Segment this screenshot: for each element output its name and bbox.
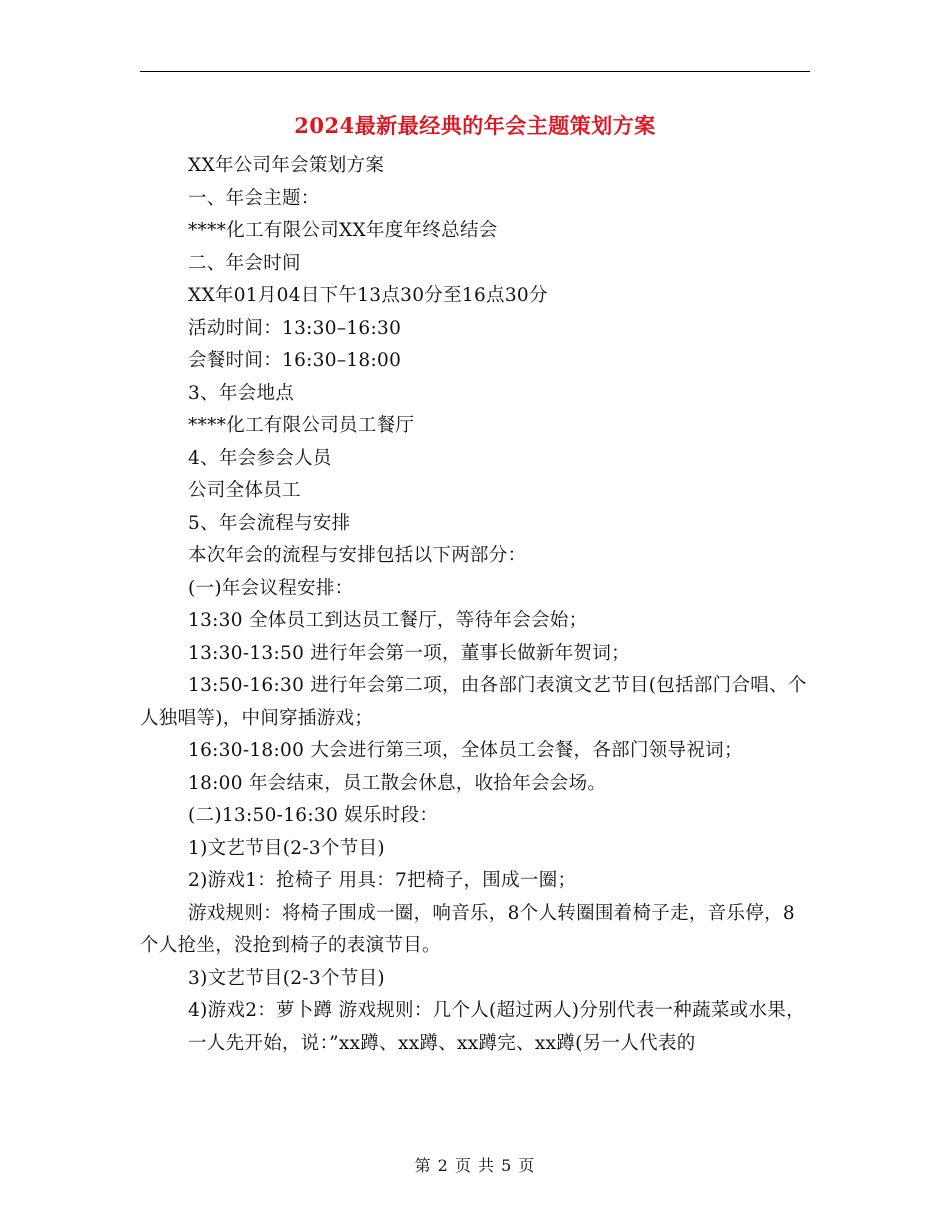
header-rule (140, 71, 810, 72)
paragraph: ****化工有限公司XX年度年终总结会 (188, 220, 498, 241)
paragraph: 活动时间：13:30–16:30 (188, 317, 402, 339)
paragraph: 4)游戏2：萝卜蹲 游戏规则：几个人(超过两人)分别代表一种蔬菜或水果， (188, 1000, 805, 1021)
paragraph: 会餐时间：16:30–18:00 (188, 350, 402, 371)
paragraph: 二、年会时间 (188, 252, 301, 274)
paragraph: (一)年会议程安排： (188, 577, 354, 599)
paragraph: 5、年会流程与安排 (188, 512, 351, 534)
paragraph: 3)文艺节目(2-3个节目) (188, 967, 385, 989)
document-title: 2024最新最经典的年会主题策划方案 (294, 113, 656, 138)
paragraph: XX年公司年会策划方案 (188, 155, 385, 176)
page-number-footer: 第 2 页 共 5 页 (414, 1156, 536, 1175)
paragraph: (二)13:50-16:30 娱乐时段： (188, 805, 439, 826)
paragraph: 公司全体员工 (188, 480, 301, 501)
paragraph: 2)游戏1：抢椅子 用具：7把椅子，围成一圈； (188, 870, 577, 891)
paragraph: 13:30 全体员工到达员工餐厅，等待年会会始； (188, 610, 588, 631)
paragraph: 13:30-13:50 进行年会第一项，董事长做新年贺词； (188, 642, 630, 664)
paragraph: 3、年会地点 (188, 382, 295, 404)
paragraph: 18:00 年会结束，员工散会休息，收拾年会会场。 (188, 772, 607, 794)
paragraph: XX年01月04日下午13点30分至16点30分 (188, 285, 548, 306)
paragraph: 游戏规则：将椅子围成一圈，响音乐，8个人转圈围着椅子走，音乐停，8个人抢坐，没抢到椅子的表演节目。 (140, 902, 795, 956)
paragraph: 13:50-16:30 进行年会第二项，由各部门表演文艺节目(包括部门合唱、个人独唱等)，中间穿插游戏； (140, 675, 807, 729)
paragraph: 一人先开始，说：”xx蹲、xx蹲、xx蹲完、xx蹲(另一人代表的 (188, 1032, 696, 1054)
paragraph: 1)文艺节目(2-3个节目) (188, 837, 385, 859)
paragraph: ****化工有限公司员工餐厅 (188, 415, 415, 436)
paragraph: 本次年会的流程与安排包括以下两部分： (188, 545, 527, 566)
paragraph: 16:30-18:00 大会进行第三项，全体员工会餐，各部门领导祝词； (188, 740, 743, 761)
paragraph: 4、年会参会人员 (188, 447, 332, 469)
paragraph: 一、年会主题： (188, 187, 320, 209)
document-body (140, 150, 810, 1060)
